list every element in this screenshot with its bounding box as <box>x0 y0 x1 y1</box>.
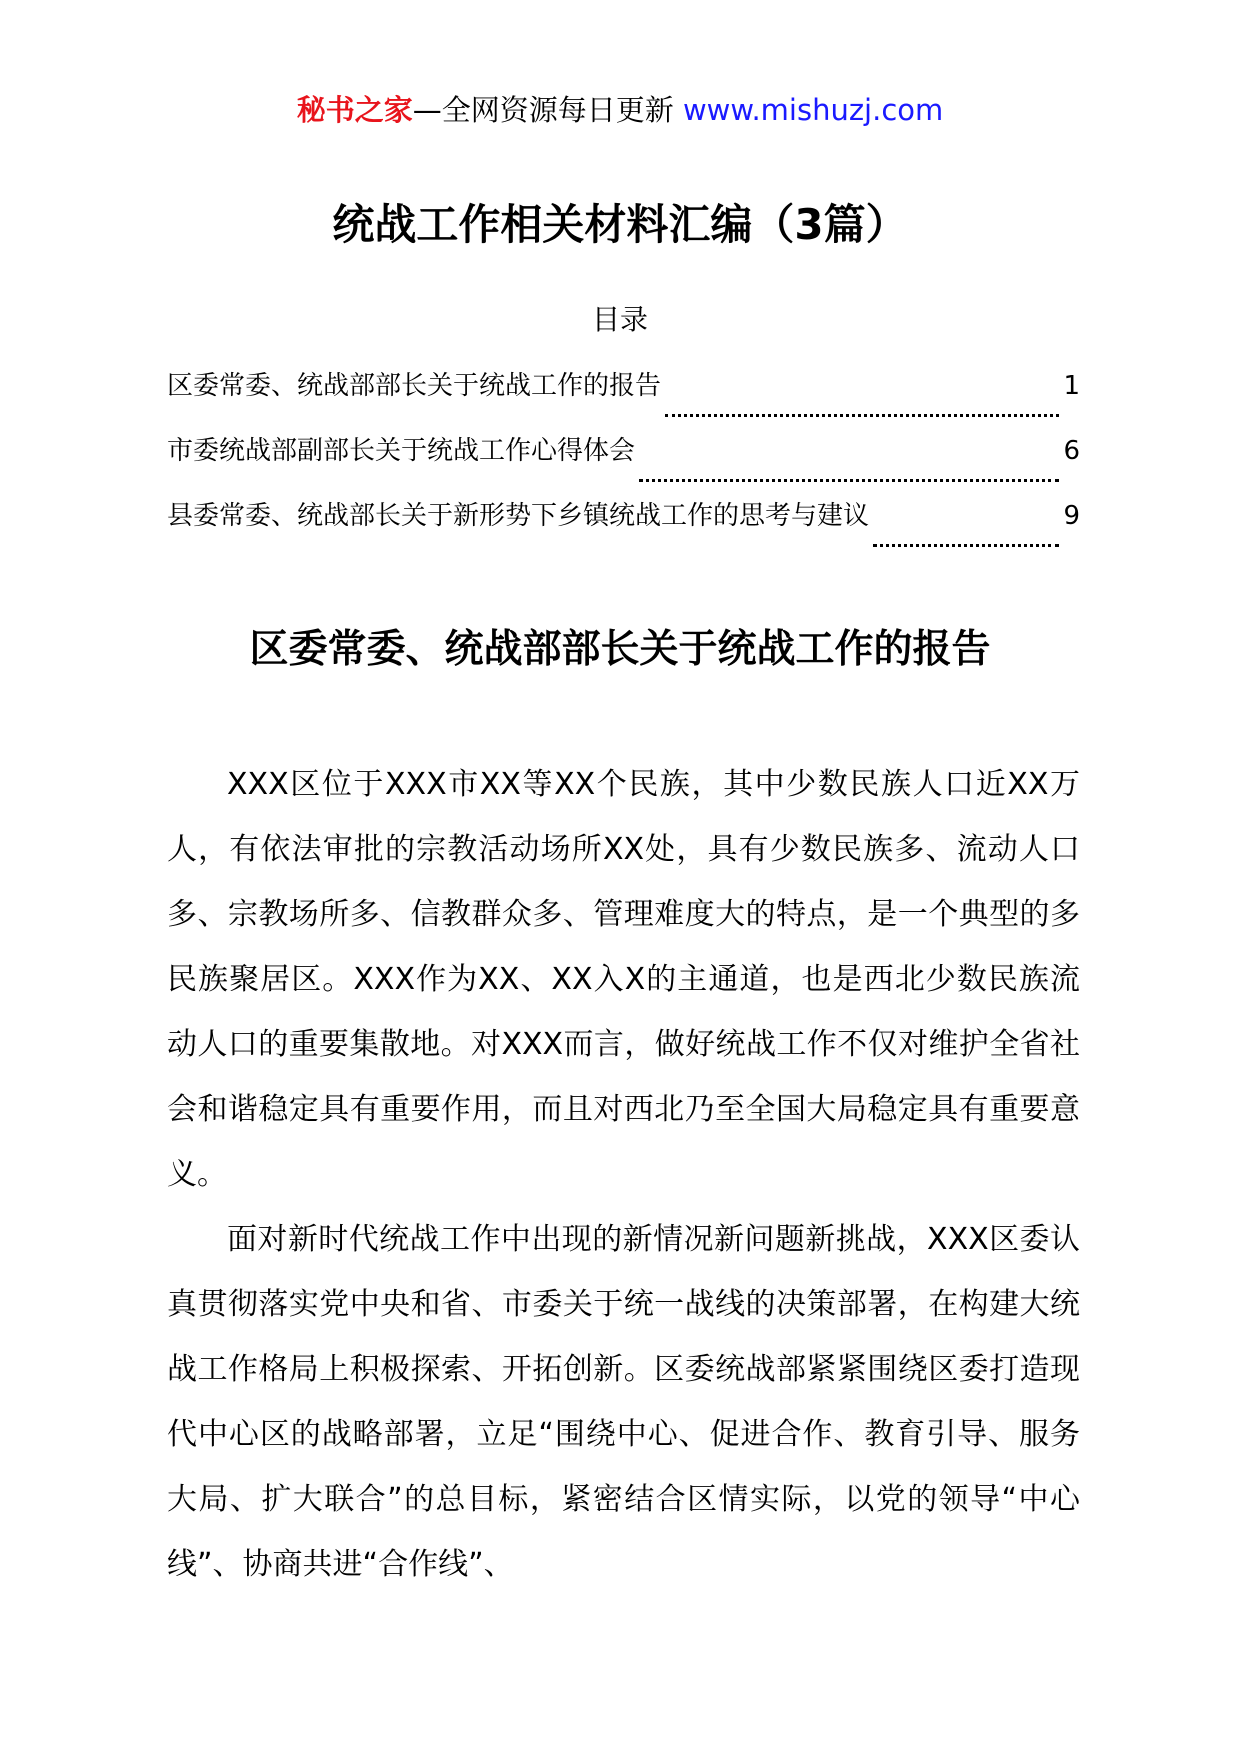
toc-heading: 目录 <box>591 303 648 336</box>
brand-name: 秘书之家 <box>296 93 413 127</box>
toc-item-page: 9 <box>1063 501 1080 531</box>
body-paragraph: 面对新时代统战工作中出现的新情况新问题新挑战，XXX区委认真贯彻落实党中央和省、市委关于统一战线的决策部署，在构建大统战工作格局上积极探索、开拓创新。区委统战部紧紧围绕区委打造现代中心区的战略部署，立足“围绕中心、促进合作、教育引导、服务大局、扩大联合”的总目标，紧密结合区情实际，以党的领导“中心线”、协商共进“合作线”、 <box>167 1222 1080 1582</box>
toc-item[interactable] <box>167 431 1080 496</box>
toc-item[interactable] <box>167 366 1080 431</box>
website-link[interactable]: www.mishuzj.com <box>682 93 944 127</box>
toc-item-page: 6 <box>1063 436 1080 466</box>
toc-item[interactable] <box>167 496 1080 561</box>
header-tagline: —全网资源每日更新 <box>412 93 674 127</box>
page-header <box>0 90 1240 130</box>
table-of-contents <box>167 366 1080 561</box>
toc-item-title: 县委常委、统战部长关于新形势下乡镇统战工作的思考与建议 <box>167 501 870 531</box>
toc-item-title: 区委常委、统战部部长关于统战工作的报告 <box>167 371 662 401</box>
toc-leader-dots <box>873 514 1059 547</box>
section-title: 区委常委、统战部部长关于统战工作的报告 <box>249 627 991 672</box>
section-body <box>167 752 1080 1597</box>
toc-item-title: 市委统战部副部长关于统战工作心得体会 <box>167 436 636 466</box>
document-title: 统战工作相关材料汇编（3篇） <box>332 200 908 249</box>
toc-item-page: 1 <box>1063 371 1080 401</box>
toc-leader-dots <box>665 384 1059 417</box>
body-paragraph: XXX区位于XXX市XX等XX个民族，其中少数民族人口近XX万人，有依法审批的宗教活动场所XX处，具有少数民族多、流动人口多、宗教场所多、信教群众多、管理难度大的特点，是一个典型的多民族聚居区。XXX作为XX、XX入X的主通道，也是西北少数民族流动人口的重要集散地。对XXX而言，做好统战工作不仅对维护全省社会和谐稳定具有重要作用，而且对西北乃至全国大局稳定具有重要意义。 <box>167 767 1080 1192</box>
toc-leader-dots <box>639 449 1059 482</box>
